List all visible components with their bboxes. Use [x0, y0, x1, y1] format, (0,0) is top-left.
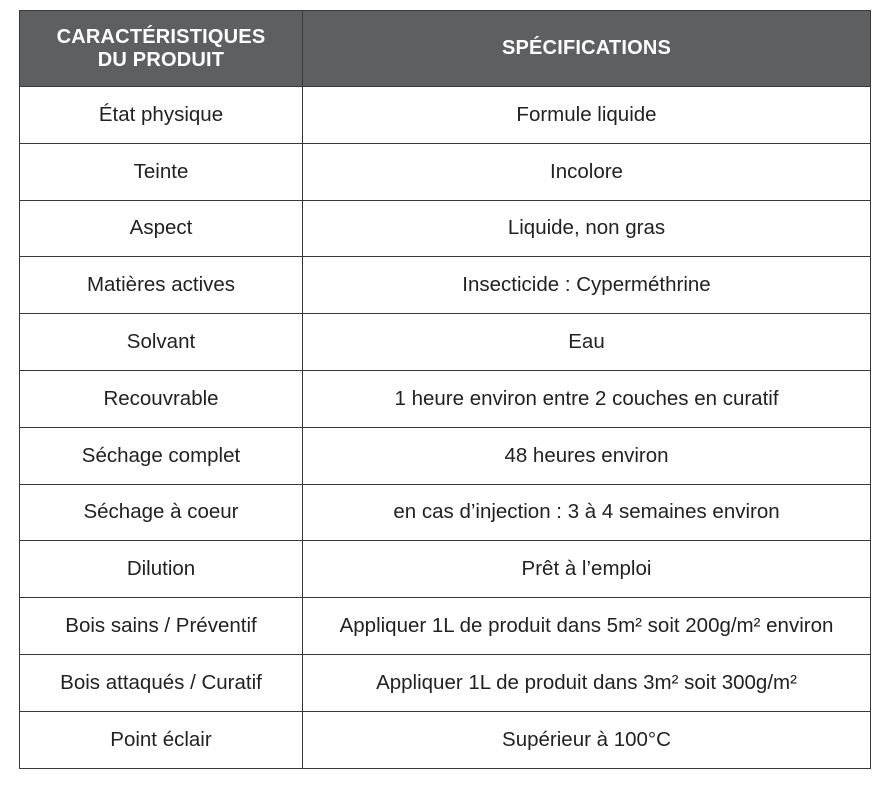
table-row [20, 370, 871, 427]
table-row [20, 484, 871, 541]
table-row [20, 598, 871, 655]
characteristic-cell: Matières actives [20, 257, 303, 314]
specification-cell: 48 heures environ [303, 427, 871, 484]
characteristic-cell: Bois sains / Préventif [20, 598, 303, 655]
specification-cell: Supérieur à 100°C [303, 711, 871, 768]
header-specifications: SPÉCIFICATIONS [303, 11, 871, 87]
header-characteristics-line1: CARACTÉRISTIQUES [56, 25, 266, 48]
characteristic-cell: Point éclair [20, 711, 303, 768]
table-row [20, 711, 871, 768]
characteristic-cell: Bois attaqués / Curatif [20, 654, 303, 711]
specification-cell: Prêt à l’emploi [303, 541, 871, 598]
table-row [20, 541, 871, 598]
table-row [20, 654, 871, 711]
specification-cell: Liquide, non gras [303, 200, 871, 257]
characteristic-cell: Teinte [20, 143, 303, 200]
header-row [20, 11, 871, 87]
characteristic-cell: Séchage complet [20, 427, 303, 484]
characteristic-cell: Recouvrable [20, 370, 303, 427]
table-row [20, 314, 871, 371]
header-characteristics [20, 11, 303, 87]
characteristic-cell: État physique [20, 87, 303, 144]
specification-cell: Insecticide : Cyperméthrine [303, 257, 871, 314]
product-spec-table [19, 10, 871, 769]
specification-cell: 1 heure environ entre 2 couches en curatif [303, 370, 871, 427]
table-row [20, 257, 871, 314]
characteristic-cell: Aspect [20, 200, 303, 257]
table-body [20, 87, 871, 769]
specification-cell: Appliquer 1L de produit dans 3m² soit 300g/m² [303, 654, 871, 711]
table-row [20, 143, 871, 200]
specification-cell: en cas d’injection : 3 à 4 semaines environ [303, 484, 871, 541]
characteristic-cell: Dilution [20, 541, 303, 598]
specification-cell: Eau [303, 314, 871, 371]
characteristic-cell: Solvant [20, 314, 303, 371]
specification-cell: Formule liquide [303, 87, 871, 144]
table-header [20, 11, 871, 87]
characteristic-cell: Séchage à coeur [20, 484, 303, 541]
specification-cell: Incolore [303, 143, 871, 200]
header-characteristics-line2: DU PRODUIT [97, 48, 225, 71]
table-row [20, 87, 871, 144]
table-row [20, 427, 871, 484]
specification-cell: Appliquer 1L de produit dans 5m² soit 200g/m² environ [303, 598, 871, 655]
table-row [20, 200, 871, 257]
